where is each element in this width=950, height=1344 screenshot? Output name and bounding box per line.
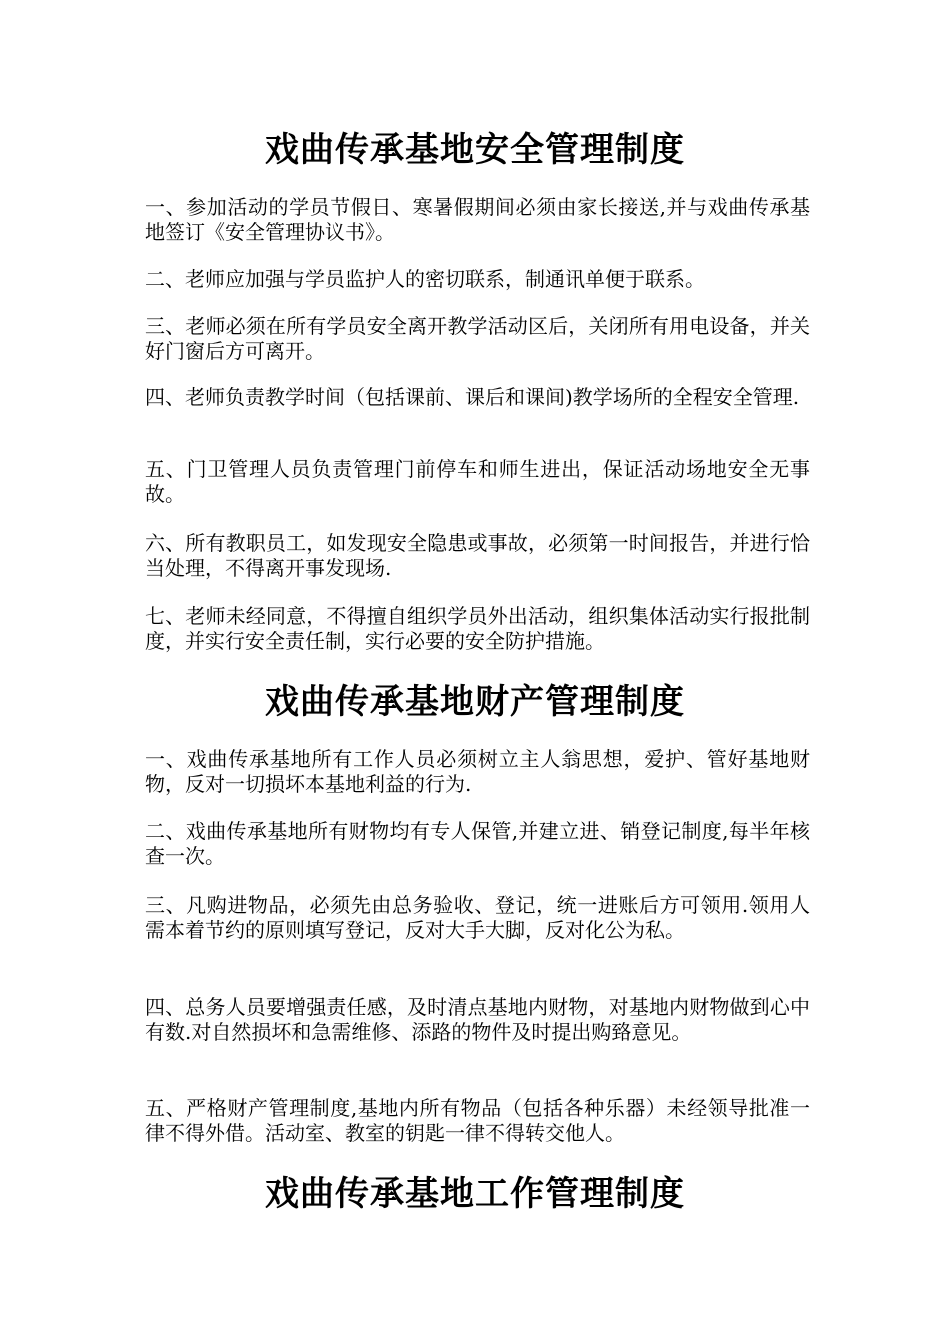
safety-rule-5: 五、门卫管理人员负责管理门前停车和师生进出，保证活动场地安全无事故。 (145, 457, 810, 506)
property-rule-1: 一、戏曲传承基地所有工作人员必须树立主人翁思想，爱护、管好基地财物，反对一切损坏本基地利益的行为. (145, 747, 810, 796)
safety-rule-3: 三、老师必须在所有学员安全离开教学活动区后，关闭所有用电设备，并关好门窗后方可离开。 (145, 314, 810, 363)
property-rule-2: 二、戏曲传承基地所有财物均有专人保管,并建立进、销登记制度,每半年核查一次。 (145, 819, 810, 868)
property-rule-4: 四、总务人员要增强责任感，及时清点基地内财物，对基地内财物做到心中有数.对自然损坏和急需维修、添路的物件及时提出购臵意见。 (145, 995, 810, 1044)
safety-rule-2: 二、老师应加强与学员监护人的密切联系，制通讯单便于联系。 (145, 267, 705, 291)
section-title-safety: 戏曲传承基地安全管理制度 (265, 130, 685, 170)
section-title-property: 戏曲传承基地财产管理制度 (265, 682, 685, 722)
safety-rule-1: 一、参加活动的学员节假日、寒暑假期间必须由家长接送,并与戏曲传承基地签订《安全管理协议书》。 (145, 195, 810, 244)
safety-rule-4: 四、老师负责教学时间（包括课前、课后和课间)教学场所的全程安全管理. (145, 385, 800, 409)
property-rule-5: 五、严格财产管理制度,基地内所有物品（包括各种乐器）未经领导批准一律不得外借。活动室、教室的钥匙一律不得转交他人。 (145, 1096, 810, 1145)
section-title-work: 戏曲传承基地工作管理制度 (265, 1174, 685, 1214)
safety-rule-6: 六、所有教职员工，如发现安全隐患或事故，必须第一时间报告，并进行恰当处理，不得离开事发现场. (145, 531, 810, 580)
property-rule-3: 三、凡购进物品，必须先由总务验收、登记，统一进账后方可领用.领用人需本着节约的原则填写登记，反对大手大脚，反对化公为私。 (145, 893, 810, 942)
safety-rule-7: 七、老师未经同意，不得擅自组织学员外出活动，组织集体活动实行报批制度，并实行安全责任制，实行必要的安全防护措施。 (145, 604, 810, 653)
